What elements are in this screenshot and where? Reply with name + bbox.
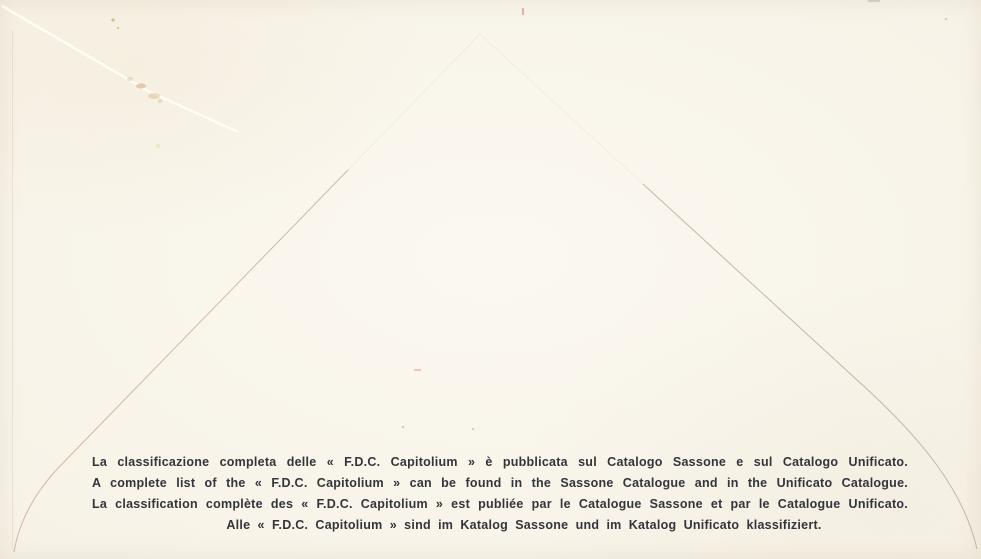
catalog-note-line-french: La classification complète des « F.D.C. Capitolium » est publiée par le Catalogue Sassone et par le Catalogue Unificato.	[92, 497, 908, 511]
catalog-note-line-italian: La classificazione completa delle « F.D.C. Capitolium » è pubblicata sul Catalogo Sassone e sul Catalogo Unificato.	[92, 455, 908, 469]
catalog-note	[92, 452, 908, 536]
catalog-note-line-german: Alle « F.D.C. Capitolium » sind im Katalog Sassone und im Katalog Unificato klassifiziert.	[226, 518, 822, 532]
left-flap-crease-faint	[348, 34, 480, 170]
catalog-note-line-english: A complete list of the « F.D.C. Capitolium » can be found in the Sassone Catalogue and in the Unificato Catalogue.	[92, 476, 908, 490]
topleft-fold-highlight	[2, 6, 238, 132]
right-flap-crease-faint	[480, 34, 643, 184]
small-marks	[402, 0, 948, 430]
